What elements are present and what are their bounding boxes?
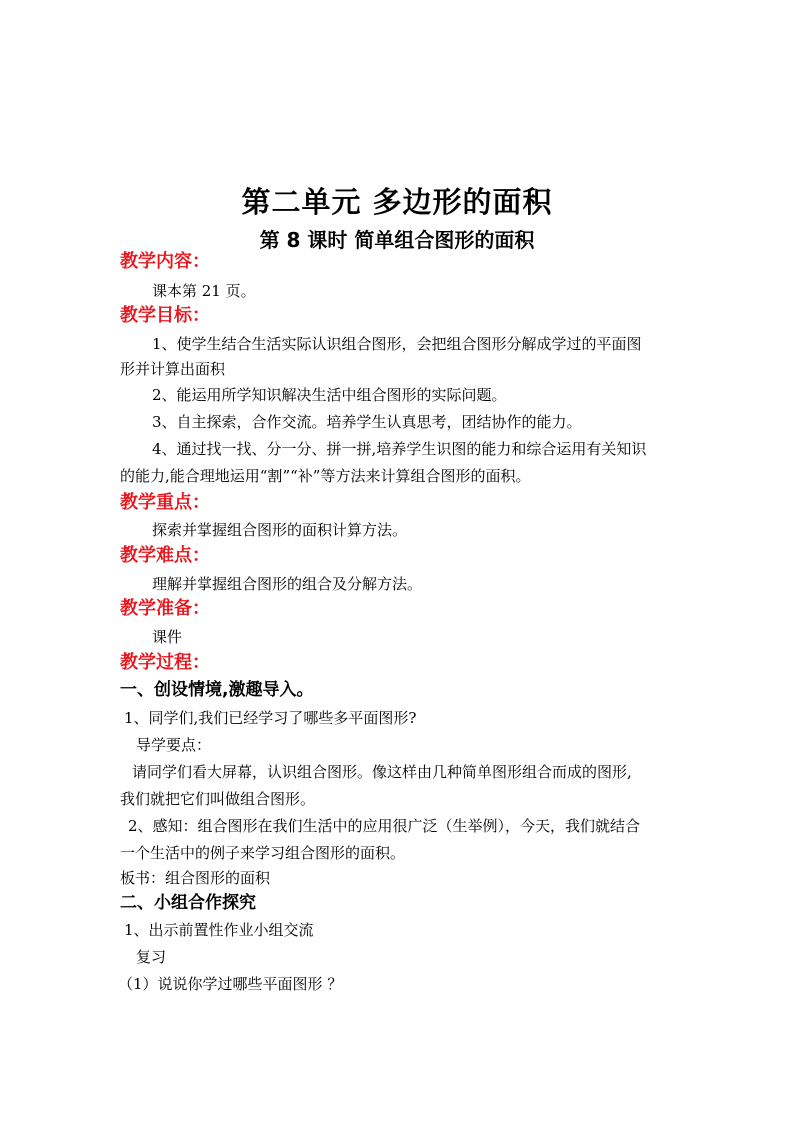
preparation-text: 课件 <box>152 628 183 646</box>
page-title: 第二单元 多边形的面积 <box>241 185 553 219</box>
section-2-question-1: （1）说说你学过哪些平面图形 ？ <box>118 975 343 993</box>
board-note: 板书：组合图形的面积 <box>120 869 271 887</box>
objective-4-line1: 4、通过找一找、分一分、拼一拼,培养学生识图的能力和综合运用有关知识 <box>152 440 647 458</box>
objective-3: 3、自主探索，合作交流。培养学生认真思考，团结协作的能力。 <box>152 413 582 431</box>
section-1-question-2-line1: 2、感知：组合图形在我们生活中的应用很广泛（生举例），今天，我们就结合 <box>128 817 641 835</box>
heading-difficulties: 教学难点： <box>120 545 210 566</box>
heading-key-points: 教学重点： <box>120 492 210 513</box>
objective-1-line1: 1、使学生结合生活实际认识组合图形，会把组合图形分解成学过的平面图 <box>152 335 642 353</box>
heading-objectives: 教学目标： <box>120 305 210 326</box>
section-1-paragraph-line1: 请同学们看大屏幕，认识组合图形。像这样由几种简单图形组合而成的图形, <box>132 763 632 781</box>
lesson-subtitle: 第 8 课时 简单组合图形的面积 <box>259 228 535 252</box>
section-2-title: 二、小组合作探究 <box>120 893 256 913</box>
objective-4-line2: 的能力,能合理地运用“割”“补”等方法来计算组合图形的面积。 <box>120 467 531 485</box>
section-1-question-1: 1、同学们,我们已经学习了哪些多平面图形? <box>124 709 417 727</box>
section-1-paragraph-line2: 我们就把它们叫做组合图形。 <box>120 790 316 808</box>
key-points-text: 探索并掌握组合图形的面积计算方法。 <box>152 521 408 539</box>
section-1-guide: 导学要点： <box>136 736 212 754</box>
section-2-review: 复习 <box>136 948 167 966</box>
section-1-title: 一、创设情境,激趣导入。 <box>120 680 314 700</box>
objective-2: 2、能运用所学知识解决生活中组合图形的实际问题。 <box>152 386 507 404</box>
section-2-item-1: 1、出示前置性作业小组交流 <box>124 921 314 939</box>
difficulties-text: 理解并掌握组合图形的组合及分解方法。 <box>152 575 423 593</box>
objective-1-line2: 形并计算出面积 <box>120 360 226 378</box>
heading-process: 教学过程： <box>120 652 210 673</box>
content-text: 课本第 21 页。 <box>152 282 256 300</box>
heading-preparation: 教学准备： <box>120 598 210 619</box>
heading-content: 教学内容： <box>120 251 210 272</box>
section-1-question-2-line2: 一个生活中的例子来学习组合图形的面积。 <box>120 844 406 862</box>
